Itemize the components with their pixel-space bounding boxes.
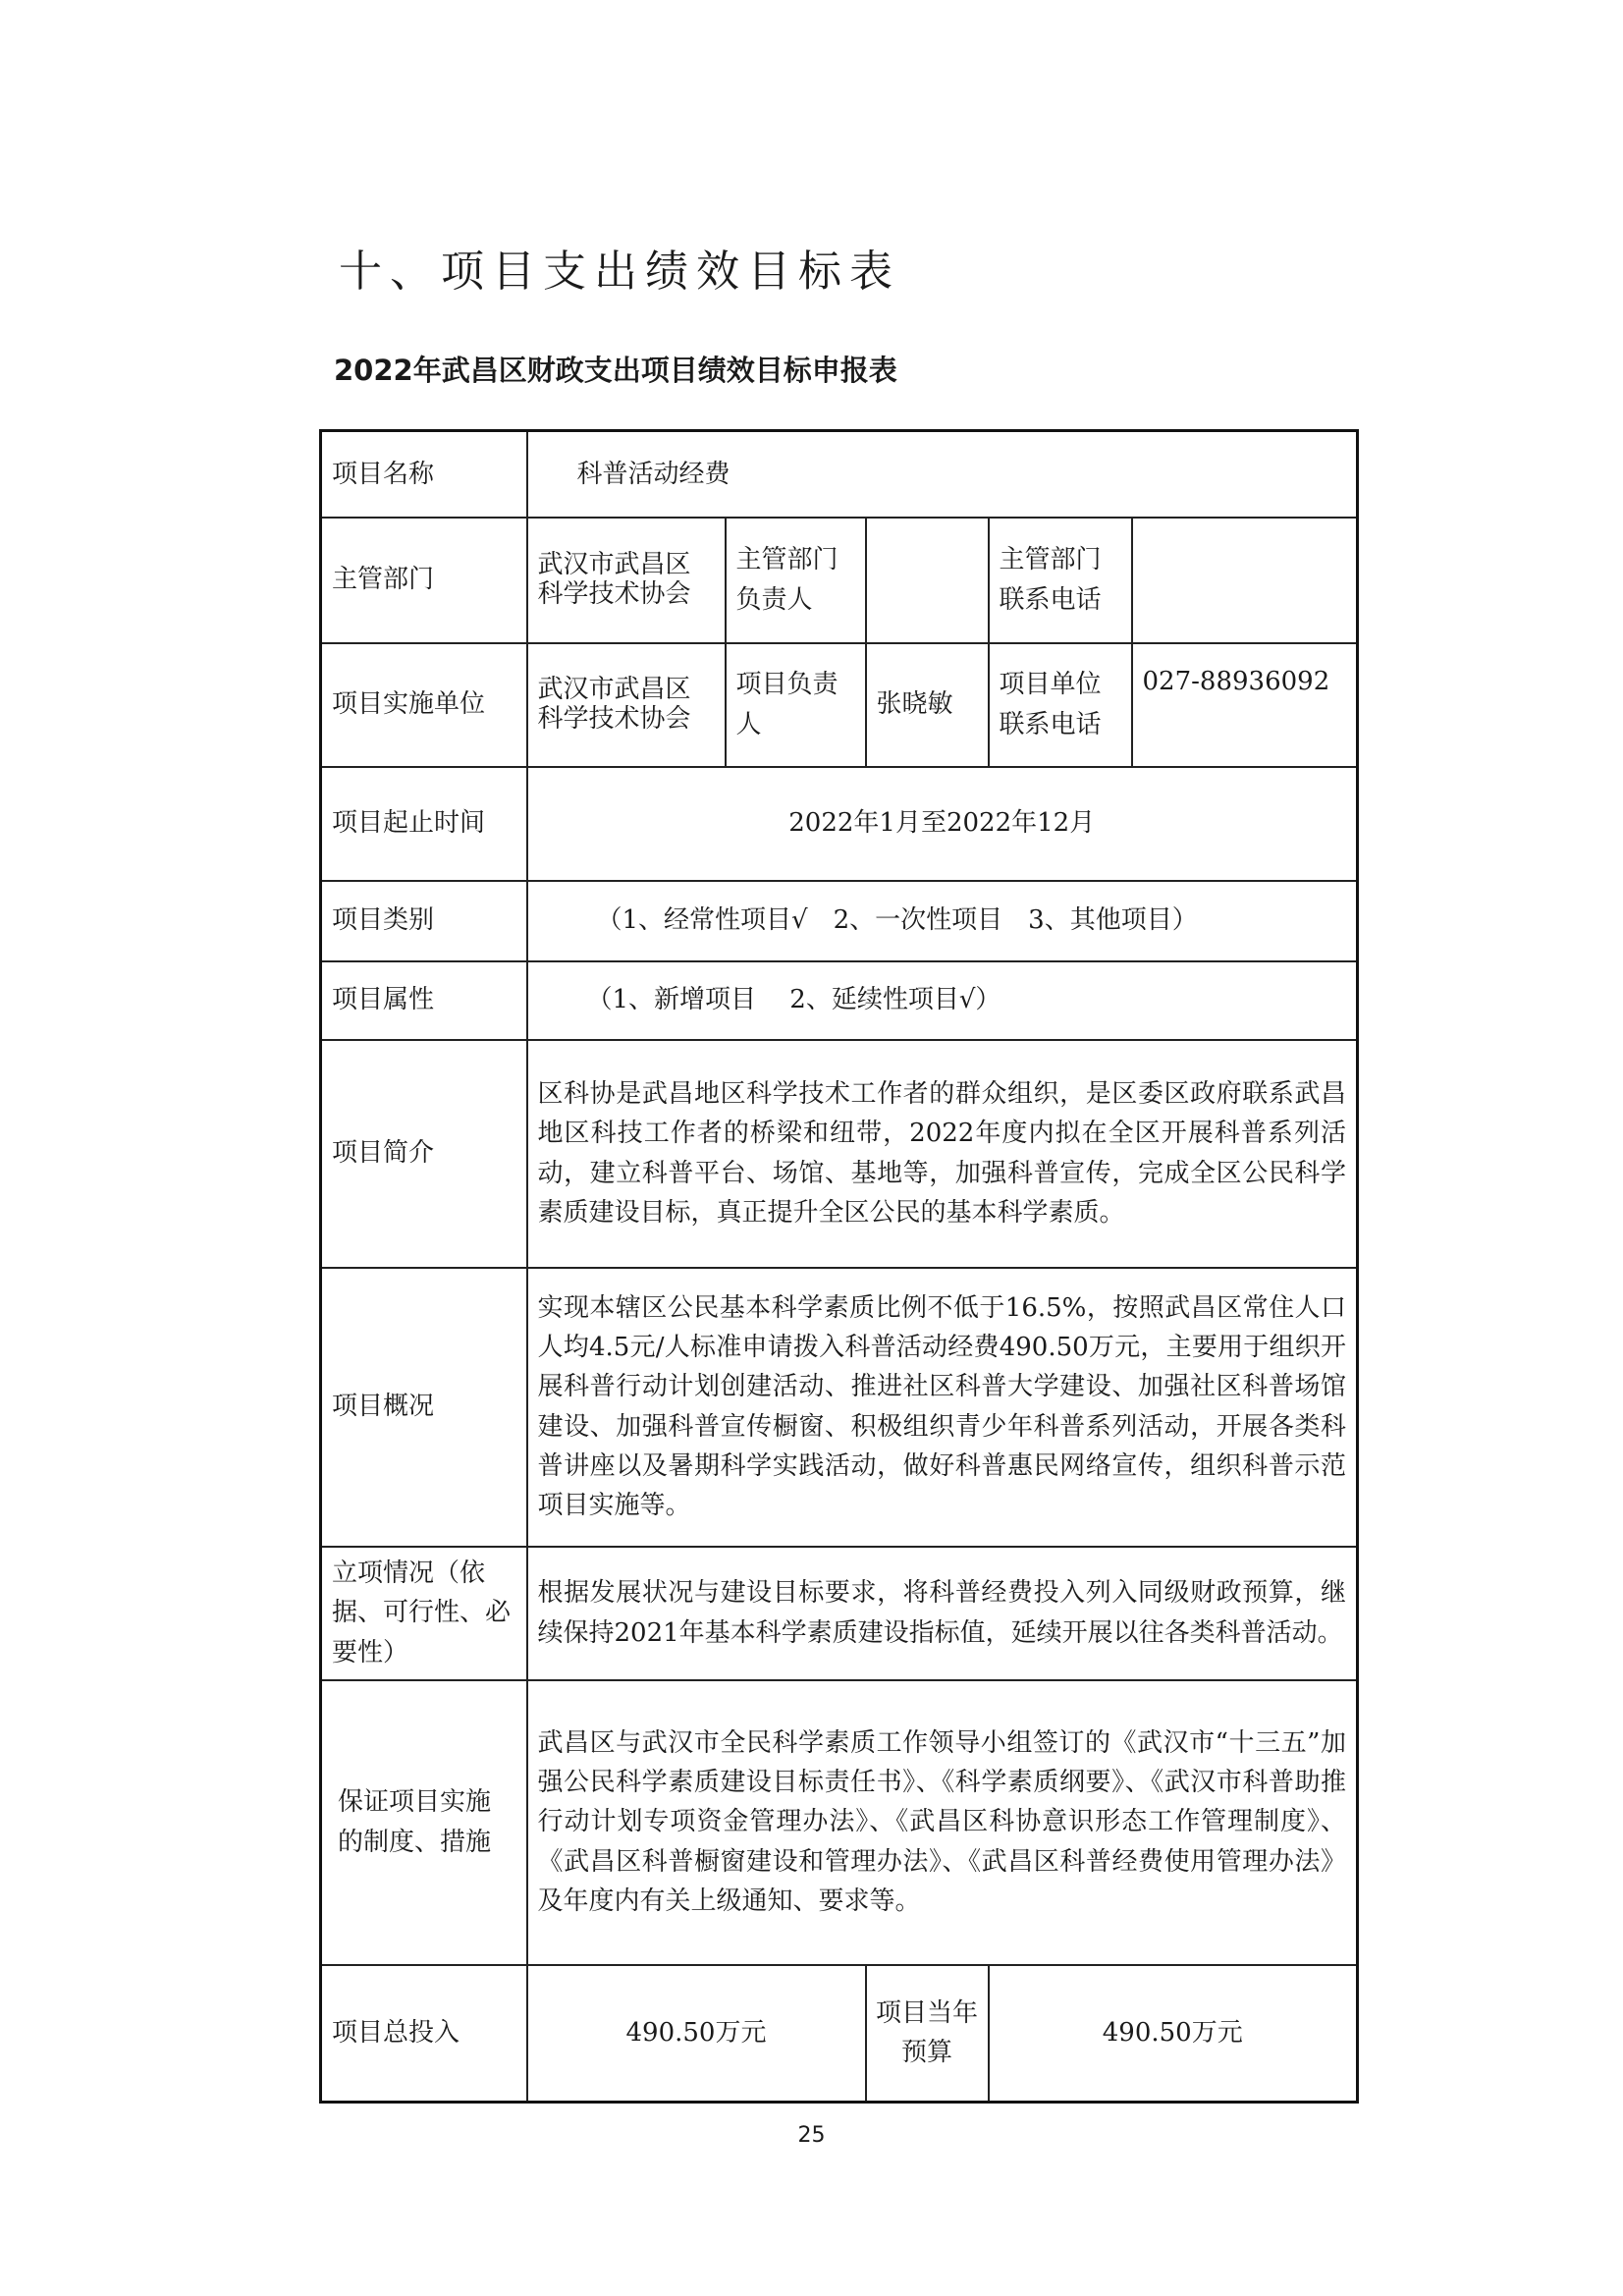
row-basis — [321, 1547, 1358, 1680]
basis-value: 根据发展状况与建设目标要求，将科普经费投入列入同级财政预算，继续保持2021年基本科学素质建设指标值，延续开展以往各类科普活动。 — [527, 1547, 1358, 1680]
unit-phone-value: 027-88936092 — [1132, 643, 1358, 767]
row-period — [321, 767, 1358, 881]
department-value: 武汉市武昌区科学技术协会 — [527, 518, 726, 643]
intro-label: 项目简介 — [321, 1040, 527, 1268]
project-name-value: 科普活动经费 — [527, 431, 1358, 518]
measures-label: 保证项目实施的制度、措施 — [321, 1680, 527, 1965]
basis-label: 立项情况（依据、可行性、必要性） — [321, 1547, 527, 1680]
row-overview — [321, 1268, 1358, 1547]
unit-phone-label: 项目单位联系电话 — [989, 643, 1132, 767]
row-project-name — [321, 431, 1358, 518]
category-value: （1、经常性项目√ 2、一次性项目 3、其他项目） — [527, 881, 1358, 961]
attribute-value: （1、新增项目 2、延续性项目√） — [527, 961, 1358, 1040]
row-category — [321, 881, 1358, 961]
attribute-label: 项目属性 — [321, 961, 527, 1040]
row-department — [321, 518, 1358, 643]
row-intro — [321, 1040, 1358, 1268]
department-head-label: 主管部门负责人 — [726, 518, 866, 643]
total-investment-label: 项目总投入 — [321, 1965, 527, 2103]
overview-label: 项目概况 — [321, 1268, 527, 1547]
row-measures — [321, 1680, 1358, 1965]
measures-value: 武昌区与武汉市全民科学素质工作领导小组签订的《武汉市“十三五”加强公民科学素质建设目标责任书》、《科学素质纲要》、《武汉市科普助推行动计划专项资金管理办法》、《武昌区科协意识形态工作管理制度》、《武昌区科普橱窗建设和管理办法》、《武昌区科普经费使用管理办法》及年度内有关上级通知、要求等。 — [527, 1680, 1358, 1965]
project-head-value: 张晓敏 — [866, 643, 989, 767]
year-budget-label: 项目当年预算 — [866, 1965, 989, 2103]
period-label: 项目起止时间 — [321, 767, 527, 881]
total-investment-value: 490.50万元 — [527, 1965, 866, 2103]
department-label: 主管部门 — [321, 518, 527, 643]
category-label: 项目类别 — [321, 881, 527, 961]
intro-value: 区科协是武昌地区科学技术工作者的群众组织，是区委区政府联系武昌地区科技工作者的桥梁和纽带，2022年度内拟在全区开展科普系列活动，建立科普平台、场馆、基地等，加强科普宣传，完成全区公民科学素质建设目标，真正提升全区公民的基本科学素质。 — [527, 1040, 1358, 1268]
project-head-label: 项目负责人 — [726, 643, 866, 767]
overview-value: 实现本辖区公民基本科学素质比例不低于16.5%，按照武昌区常住人口人均4.5元/人标准申请拨入科普活动经费490.50万元，主要用于组织开展科普行动计划创建活动、推进社区科普大学建设、加强社区科普场馆建设、加强科普宣传橱窗、积极组织青少年科普系列活动，开展各类科普讲座以及暑期科学实践活动，做好科普惠民网络宣传，组织科普示范项目实施等。 — [527, 1268, 1358, 1547]
year-budget-value: 490.50万元 — [989, 1965, 1358, 2103]
department-phone-label: 主管部门联系电话 — [989, 518, 1132, 643]
implementing-unit-value: 武汉市武昌区科学技术协会 — [527, 643, 726, 767]
section-title: 十、项目支出绩效目标表 — [339, 246, 900, 297]
page-number: 25 — [797, 2123, 826, 2148]
implementing-unit-label: 项目实施单位 — [321, 643, 527, 767]
period-value: 2022年1月至2022年12月 — [527, 767, 1358, 881]
form-title: 2022年武昌区财政支出项目绩效目标申报表 — [334, 354, 897, 387]
row-attribute — [321, 961, 1358, 1040]
department-head-value — [866, 518, 989, 643]
department-phone-value — [1132, 518, 1358, 643]
project-name-label: 项目名称 — [321, 431, 527, 518]
row-budget — [321, 1965, 1358, 2103]
row-implementing-unit — [321, 643, 1358, 767]
performance-target-table — [319, 429, 1359, 2104]
